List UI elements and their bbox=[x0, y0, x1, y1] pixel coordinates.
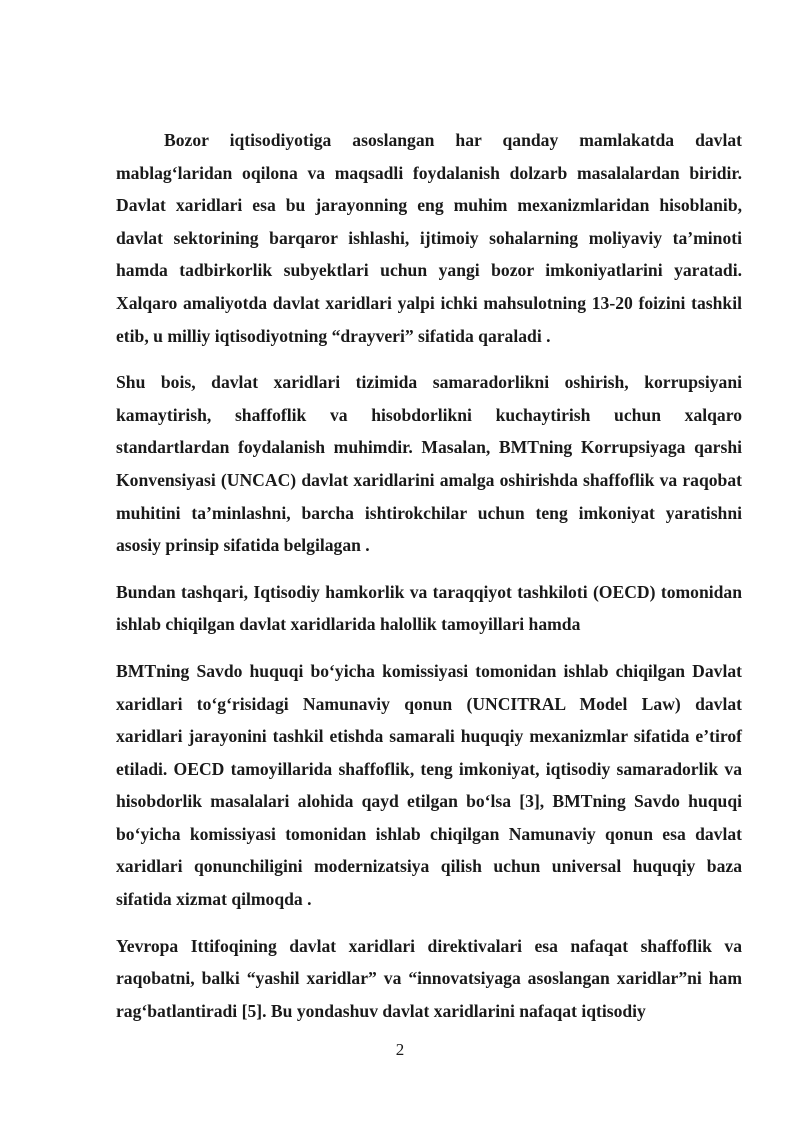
page-number: 2 bbox=[395, 1040, 405, 1059]
paragraph-standards: Shu bois, davlat xaridlari tizimida samaradorlikni oshirish, korrupsiyani kamaytirish, shaffoflik va hisobdorlikni kuchaytirish uchun xalqaro standartlardan foydalanish muhimdir. Masalan, BMTning Korrupsiyaga qarshi Konvensiyasi (UNCAC) davlat xaridlarini amalga oshirishda shaffoflik va raqobat muhitini ta’minlashni, barcha ishtirokchilar uchun teng imkoniyat yaratishni asosiy prinsip sifatida belgilagan . bbox=[116, 372, 742, 556]
paragraph-uncitral: BMTning Savdo huquqi bo‘yicha komissiyasi tomonidan ishlab chiqilgan Davlat xaridlari to‘g‘risidagi Namunaviy qonun (UNCITRAL Model Law) davlat xaridlari jarayonini tashkil etishda samarali huquqiy mexanizmlar sifatida e’tirof etiladi. OECD tamoyillarida shaffoflik, teng imkoniyat, iqtisodiy samaradorlik va hisobdorlik masalalari alohida qayd etilgan bo‘lsa [3], BMTning Savdo huquqi bo‘yicha komissiyasi tomonidan ishlab chiqilgan Namunaviy qonun esa davlat xaridlari qonunchiligini modernizatsiya qilish uchun universal huquqiy baza sifatida xizmat qilmoqda . bbox=[116, 660, 742, 910]
paragraph-eu-directives: Yevropa Ittifoqining davlat xaridlari direktivalari esa nafaqat shaffoflik va raqobatni, balki “yashil xaridlar” va “innovatsiyaga asoslangan xaridlar”ni ham rag‘batlantiradi [5]. Bu yondashuv davlat xaridlarini nafaqat iqtisodiy bbox=[116, 935, 742, 1021]
paragraph-intro: Bozor iqtisodiyotiga asoslangan har qanday mamlakatda davlat mablag‘laridan oqilona va maqsadli foydalanish dolzarb masalalardan biridir. Davlat xaridlari esa bu jarayonning eng muhim mexanizmlaridan hisoblanib, davlat sektorining barqaror ishlashi, ijtimoiy sohalarning moliyaviy ta’minoti hamda tadbirkorlik subyektlari uchun yangi bozor imkoniyatlarini yaratadi. Xalqaro amaliyotda davlat xaridlari yalpi ichki mahsulotning 13-20 foizini tashkil etib, u milliy iqtisodiyotning “drayveri” sifatida qaraladi . bbox=[116, 130, 742, 346]
paragraph-oecd: Bundan tashqari, Iqtisodiy hamkorlik va taraqqiyot tashkiloti (OECD) tomonidan ishlab chiqilgan davlat xaridlarida halollik tamoyillari hamda bbox=[116, 581, 742, 635]
document-body bbox=[116, 124, 742, 1041]
